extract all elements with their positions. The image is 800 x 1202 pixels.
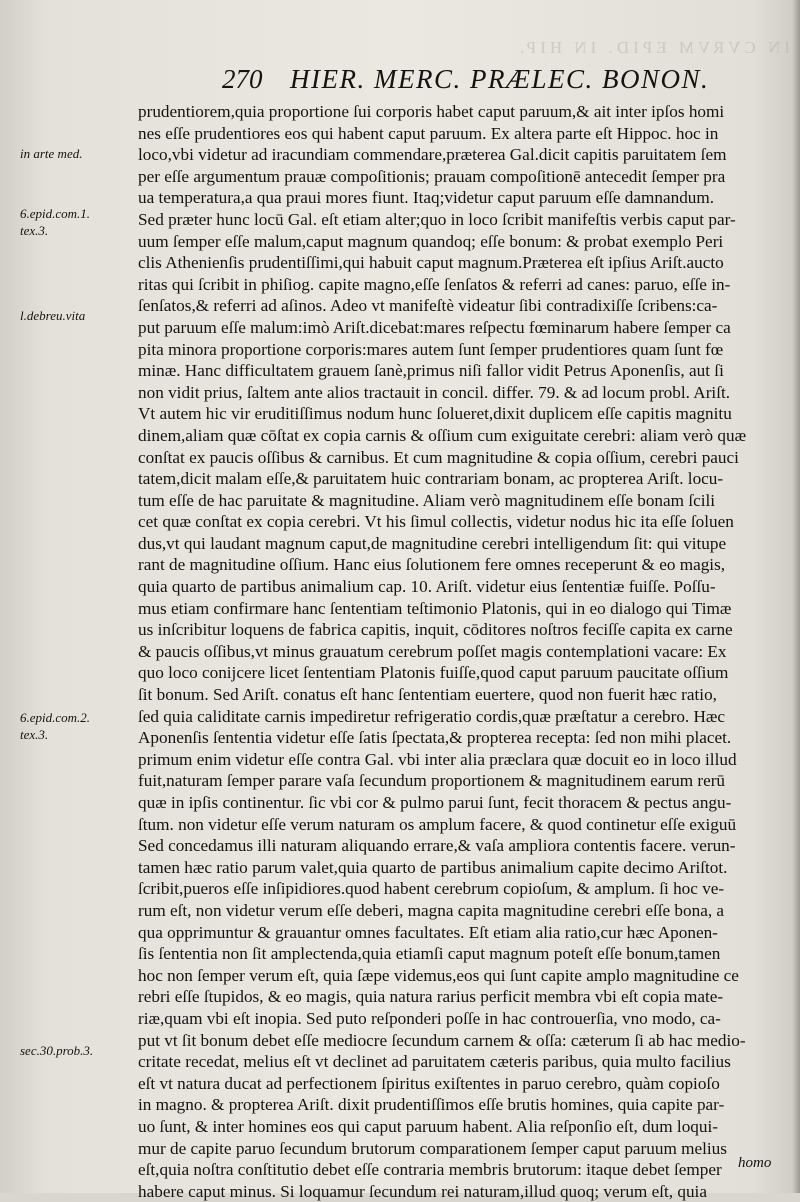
text-line: ſit bonum. Sed Ariſt. conatus eſt hanc ſententiam euertere, quod non fuerit hæc ratio, <box>138 685 717 705</box>
text-line: Sed concedamus illi naturam aliquando errare,& vaſa ampliora contentis facere. verun- <box>138 836 736 856</box>
text-line: per eſſe argumentum prauæ compoſitionis; prauam compoſitionē antecedit ſemper pra <box>138 166 726 186</box>
text-line: rant de magnitudine oſſium. Hanc eius ſolutionem fere omnes receperunt & eo magis, <box>138 555 726 575</box>
text-line: tamen hæc ratio parum valet,quia quarto de partibus animalium capite decimo Ariſtot. <box>138 857 728 877</box>
text-line: dinem,aliam quæ cōſtat ex copia carnis & oſſium cum exiguitate cerebri: aliam verò quæ <box>138 425 747 445</box>
text-line: mur de capite paruo ſecundum brutorum comparationem ſemper caput paruum melius <box>138 1138 727 1158</box>
margin-note: l.debreu.vita <box>20 308 86 323</box>
text-line: & paucis oſſibus,vt minus grauatum cerebrum poſſet magis contemplationi vacare: Ex <box>138 641 727 661</box>
text-line: ſed quia caliditate carnis impediretur refrigeratio cordis,quæ præſtatur a cerebro. Hæc <box>138 706 726 726</box>
margin-note: tex.3. <box>20 727 49 742</box>
text-line: put paruum eſſe malum:imò Ariſt.dicebat:mares reſpectu fœminarum habere ſemper ca <box>138 317 731 337</box>
text-line: eſt vt natura ducat ad perfectionem ſpiritus exiſtentes in paruo cerebro, quàm copioſo <box>138 1073 720 1093</box>
text-line: minæ. Hanc difficultatem grauem ſanè,primus niſi fallor vidit Petrus Aponenſis, aut ſi <box>138 361 724 381</box>
text-line: ritas qui ſcribit in phiſiog. capite magno,eſſe ſenſatos & referri ad canes: paruo, eſſe in- <box>138 274 731 294</box>
margin-note: in arte med. <box>20 146 83 161</box>
text-line: tatem,dicit malam eſſe,& paruitatem huic contrariam bonam, ac propterea Ariſt. locu- <box>138 469 724 489</box>
text-line: conſtat ex paucis oſſibus & carnibus. Et cum magnitudine & copia oſſium, cerebri pauci <box>138 447 739 467</box>
text-line: clis Athenienſis prudentiſſimi,qui habuit caput magnum.Præterea eſt ipſius Ariſt.aucto <box>138 253 724 273</box>
running-title: HIER. MERC. PRÆLEC. BONON. <box>290 64 710 94</box>
text-line: ſenſatos,& referri ad aſinos. Adeo vt manifeſtè videatur ſibi contradixiſſe ſcribens:ca- <box>138 296 718 316</box>
catchword: homo <box>738 1155 772 1171</box>
text-line: mus etiam confirmare hanc ſententiam teſtimonio Platonis, qui in eo dialogo qui Timæ <box>138 598 732 618</box>
text-line: quia quarto de partibus animalium cap. 10. Ariſt. videtur eius ſententiæ fuiſſe. Poſſu- <box>138 577 716 597</box>
text-line: ſtum. non videtur eſſe verum naturam os amplum facere, & quod continetur eſſe exiguū <box>138 814 737 834</box>
text-line: eſt,quia noſtra conſtitutio debet eſſe contraria membris brutorum: itaque debet ſemper <box>138 1160 722 1180</box>
bleed-through-text: IN CVRVM EPID. IN HIP. <box>516 38 790 57</box>
text-line: ſis ſententia non ſit amplectenda,quia etiamſi caput magnum poteſt eſſe bonum,tamen <box>138 944 721 964</box>
margin-note: tex.3. <box>20 223 49 238</box>
text-line: uum ſemper eſſe malum,caput magnum quandoq; eſſe bonum: & probat exemplo Peri <box>138 231 724 251</box>
text-line: tum eſſe de hac paruitate & magnitudine. Aliam verò magnitudinem eſſe bonam ſcili <box>138 490 716 510</box>
text-line: rum eſt, non videtur verum eſſe deberi, magna capita magnitudine cerebri eſſe bona, a <box>138 900 725 920</box>
text-line: put vt ſit bonum debet eſſe mediocre ſecundum carnem & oſſa: cæterum ſi ab hac medio- <box>138 1030 746 1050</box>
text-line: nes eſſe prudentiores eos qui habent caput paruum. Ex altera parte eſt Hippoc. hoc in <box>138 123 719 143</box>
text-line: habere caput minus. Si loquamur ſecundum rei naturam,illud quoq; verum eſt, quia <box>138 1181 707 1201</box>
text-line: cet quæ conſtat ex copia cerebri. Vt his ſimul collectis, videtur nodus hic ita eſſe ſoluen <box>138 512 734 532</box>
text-line: primum enim videtur eſſe contra Gal. vbi inter alia præclara quæ docuit eo in loco illud <box>138 749 737 769</box>
text-line: quæ in ipſis continentur. ſic vbi cor & pulmo parui ſunt, fecit thoracem & pectus angu- <box>138 793 732 812</box>
margin-note: 6.epid.com.2. <box>20 710 91 725</box>
text-line: in magno. & propterea Ariſt. dixit prudentiſſimos eſſe brutis homines, quia capite par- <box>138 1095 725 1115</box>
text-line: non vidit prius, ſaltem ante alios tractauit in concil. differ. 79. & ad locum probl. Ariſt. <box>138 382 731 402</box>
text-line: us inſcribitur loquens de fabrica capitis, inquit, cōditores noſtros feciſſe capita ex carne <box>138 620 733 640</box>
text-line: pita minora proportione corporis:mares autem ſunt ſemper prudentiores quam ſunt fœ <box>138 339 724 359</box>
text-line: Vt autem hic vir eruditiſſimus nodum hunc ſolueret,dixit duplicem eſſe capitis magnitu <box>138 404 732 424</box>
text-line: riæ,quam vbi eſt inopia. Sed puto reſponderi poſſe in hac controuerſia, vno modo, ca- <box>138 1008 721 1028</box>
body-text <box>138 101 790 1202</box>
text-line: dus,vt qui laudant magnum caput,de magnitudine cerebri intelligendum ſit: qui vitupe <box>138 533 727 553</box>
margin-note: sec.30.prob.3. <box>20 1043 94 1058</box>
text-line: quo loco conijcere licet ſententiam Platonis fuiſſe,quod caput paruum paucitate oſſium <box>138 663 729 683</box>
text-line: Sed præter hunc locū Gal. eſt etiam alter;quo in loco ſcribit manifeſtis verbis caput par- <box>138 209 736 229</box>
text-line: ſcribit,pueros eſſe inſipidiores.quod habent cerebrum copioſum, & amplum. ſi hoc ve- <box>138 879 725 899</box>
page-header <box>0 58 800 96</box>
text-line: critate recedat, melius eſt vt declinet ad paruitatem cæteris paribus, quia multo facilius <box>138 1052 731 1072</box>
text-line: loco,vbi videtur ad iracundiam commendare,præterea Gal.dicit capitis paruitatem ſem <box>138 145 727 165</box>
text-line: ua temperatura,a qua praui mores fiunt. Itaq;videtur caput paruum eſſe damnandum. <box>138 188 715 208</box>
page-number: 270 <box>222 64 263 94</box>
text-line: Aponenſis ſententia videtur eſſe ſatis ſpectata,& propterea recepta: ſed non mihi placet. <box>138 728 732 748</box>
text-line: prudentiorem,quia proportione ſui corporis habet caput paruum,& ait inter ipſos homi <box>138 102 725 121</box>
text-line: hoc non ſemper verum eſt, quia ſæpe videmus,eos qui ſunt capite amplo magnitudine ce <box>138 965 739 985</box>
margin-note: 6.epid.com.1. <box>20 206 91 221</box>
text-line: uo ſunt, & inter homines eos qui caput paruum habent. Alia reſponſio eſt, dum loqui- <box>138 1116 718 1136</box>
text-line: qua opprimuntur & grauantur omnes facultates. Eſt etiam alia ratio,cur hæc Aponen- <box>138 922 718 942</box>
page-edge-shadow <box>792 0 800 1193</box>
text-line: rebri eſſe ſtupidos, & eo magis, quia natura rarius perficit membra vbi eſt copia mate- <box>138 987 724 1007</box>
text-line: fuit,naturam ſemper parare vaſa ſecundum proportionem & magnitudinem earum rerū <box>138 771 726 791</box>
